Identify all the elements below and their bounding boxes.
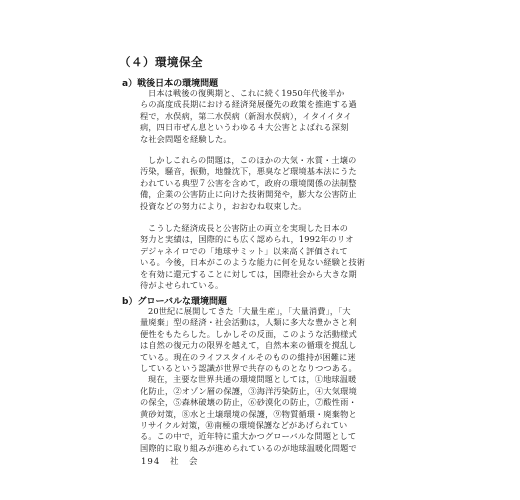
section-title: （４）環境保全 (119, 55, 203, 69)
page-footer (141, 455, 204, 467)
text-line: リサイクル対策，⑩南極の環境保護などがあげられてい (140, 419, 348, 430)
text-line: デジャネイロでの「地球サミット」以来高く評価されて (140, 245, 348, 256)
section-label: 社 会 (169, 457, 199, 467)
text-line: 待がよせられている。 (140, 279, 224, 290)
text-line: の保全，⑤森林破壊の防止，⑥砂漠化の防止，⑦酸性雨・ (140, 397, 357, 408)
subsection-heading-a: a）戦後日本の環境問題 (122, 79, 219, 89)
text-line: いる。今後，日本がこのような能力に何を見ない経験と技術 (140, 257, 366, 268)
paragraph-a3 (140, 223, 422, 291)
text-line: る。この中で，近年特に重大かつグローバルな問題として (140, 431, 357, 442)
text-line: 黄砂対策，⑧水と土壌環境の保護，⑨物質循環・廃棄物と (140, 408, 357, 419)
text-line: われている典型７公害を含めて，政府の環境関係の法制整 (140, 177, 357, 188)
text-line: な社会問題を経験した。 (140, 133, 232, 144)
text-line: しかしこれらの問題は，このほかの大気・水質・土壌の (148, 155, 357, 165)
text-line: 量廃棄」型の経済・社会活動は，人類に多大な豊かさと利 (140, 317, 357, 328)
subsection-heading-b: b）グローバルな環境問題 (122, 297, 227, 307)
paragraph-a1 (140, 88, 422, 145)
text-line: 化防止，②オゾン層の保護，③海洋汚染防止，④大気環境 (140, 385, 357, 396)
text-line: 国際的に取り組みが進められているのが地球温暖化問題で (140, 442, 357, 453)
text-line: こうした経済成長と公害防止の両立を実現した日本の (148, 223, 349, 233)
paragraph-a2 (140, 155, 422, 212)
paragraph-b1 (140, 306, 422, 454)
text-line: らの高度成長期における経済発展優先の政策を推進する過 (140, 99, 357, 110)
text-line: は自然の復元力の限界を越えて，自然本来の循環を撹乱し (140, 340, 357, 351)
text-line: 努力と実績は，国際的にも広く認められ，1992年のリオ (140, 234, 354, 245)
text-line: 現在，主要な世界共通の環境問題としては，①地球温暖 (148, 374, 357, 385)
text-line: 程で，水俣病，第二水俣病（新潟水俣病），イタイイタイ (140, 110, 352, 121)
text-line: 病，四日市ぜん息というわゆる４大公害とよばれる深刻 (140, 122, 349, 133)
text-line: ている。現在のライフスタイルそのものの維持が困難に迷 (140, 351, 356, 362)
page-number: 194 (141, 457, 161, 467)
text-line: 20世紀に展開してきた「大量生産」，「大量消費」，「大 (148, 306, 351, 316)
text-line: 投資などの努力により，おおむね収束した。 (140, 200, 307, 211)
text-line: 備，企業の公害防止に向けた技術開発や，膨大な公害防止 (140, 189, 357, 200)
text-line: 汚染，騒音，振動，地盤沈下，悪臭など環境基本法にうた (140, 166, 357, 177)
text-line: 便性をもたらした。しかしその反面，このような活動様式 (140, 328, 357, 339)
text-line: しているという認識が世界で共存のものとなりつつある。 (140, 362, 357, 373)
text-line: を有効に還元することに対しては，国際社会から大きな期 (140, 268, 357, 279)
text-line: 日本は戦後の復興期と、これに続く1950年代後半か (148, 88, 345, 98)
